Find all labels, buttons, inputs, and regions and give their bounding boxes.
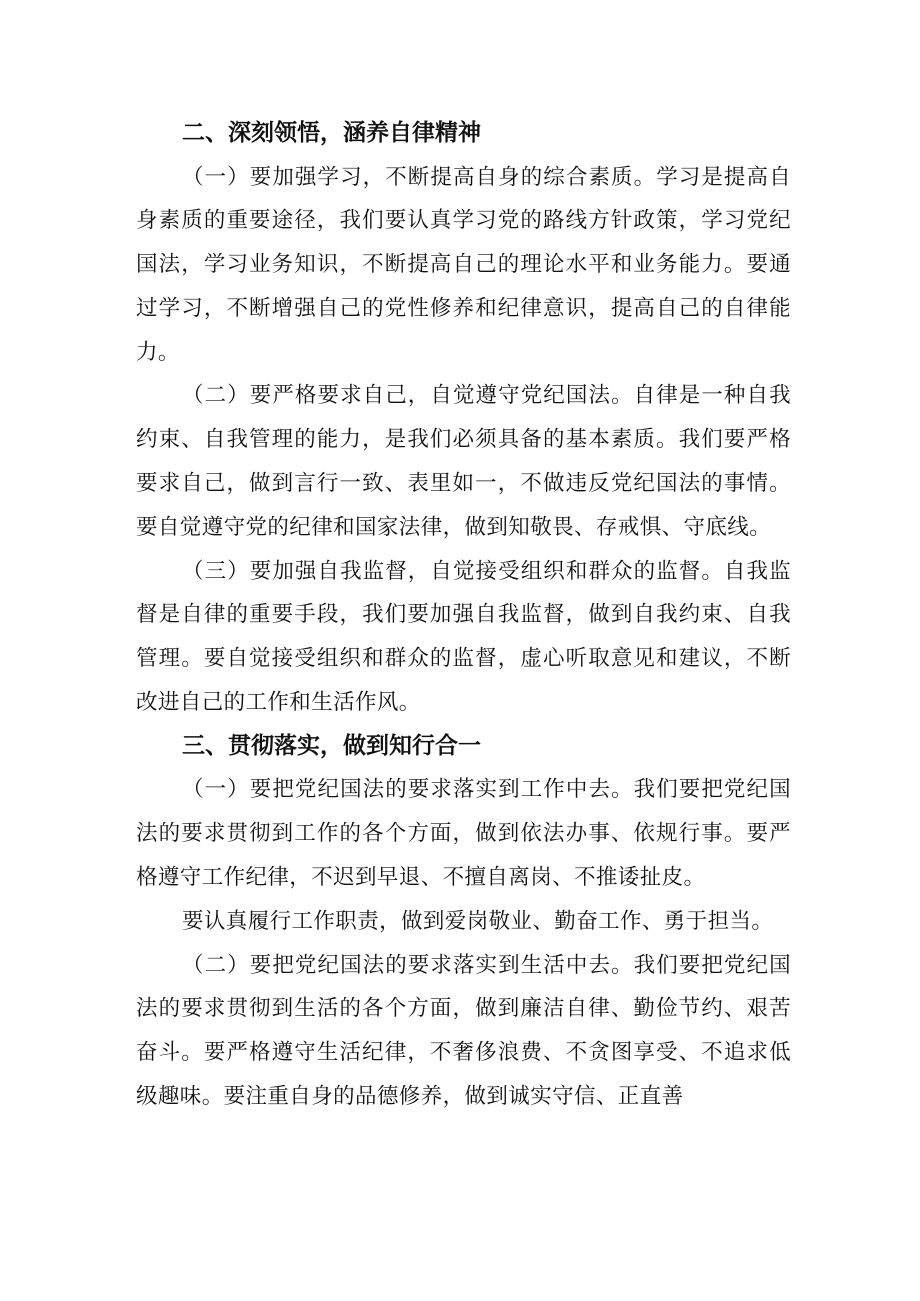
paragraph: （三）要加强自我监督，自觉接受组织和群众的监督。自我监督是自律的重要手段，我们要加强自我监督，做到自我约束、自我管理。要自觉接受组织和群众的监督，虚心听取意见和建议，不断改进自己的工作和生活作风。 bbox=[136, 558, 791, 716]
paragraph: （二）要严格要求自己，自觉遵守党纪国法。自律是一种自我约束、自我管理的能力，是我们必须具备的基本素质。我们要严格要求自己，做到言行一致、表里如一，不做违反党纪国法的事情。要自觉遵守党的纪律和国家法律，做到知敬畏、存戒惧、守底线。 bbox=[136, 383, 791, 540]
paragraph: （一）要加强学习，不断提高自身的综合素质。学习是提高自身素质的重要途径，我们要认真学习党的路线方针政策，学习党纪国法，学习业务知识，不断提高自己的理论水平和业务能力。要通过学习，不断增强自己的党性修养和纪律意识，提高自己的自律能力。 bbox=[136, 164, 791, 365]
document-body bbox=[136, 112, 791, 1119]
paragraph: 要认真履行工作职责，做到爱岗敬业、勤奋工作、勇于担当。 bbox=[182, 908, 774, 934]
paragraph: （二）要把党纪国法的要求落实到生活中去。我们要把党纪国法的要求贯彻到生活的各个方面，做到廉洁自律、勤俭节约、艰苦奋斗。要严格遵守生活纪律，不奢侈浪费、不贪图享受、不追求低级趣味。要注重自身的品德修养，做到诚实守信、正直善 bbox=[136, 952, 791, 1109]
section-heading-2: 二、深刻领悟，涵养自律精神 bbox=[182, 120, 481, 146]
section-heading-3: 三、贯彻落实，做到知行合一 bbox=[182, 732, 481, 759]
paragraph: （一）要把党纪国法的要求落实到工作中去。我们要把党纪国法的要求贯彻到工作的各个方面，做到依法办事、依规行事。要严格遵守工作纪律，不迟到早退、不擅自离岗、不推诿扯皮。 bbox=[136, 777, 791, 890]
